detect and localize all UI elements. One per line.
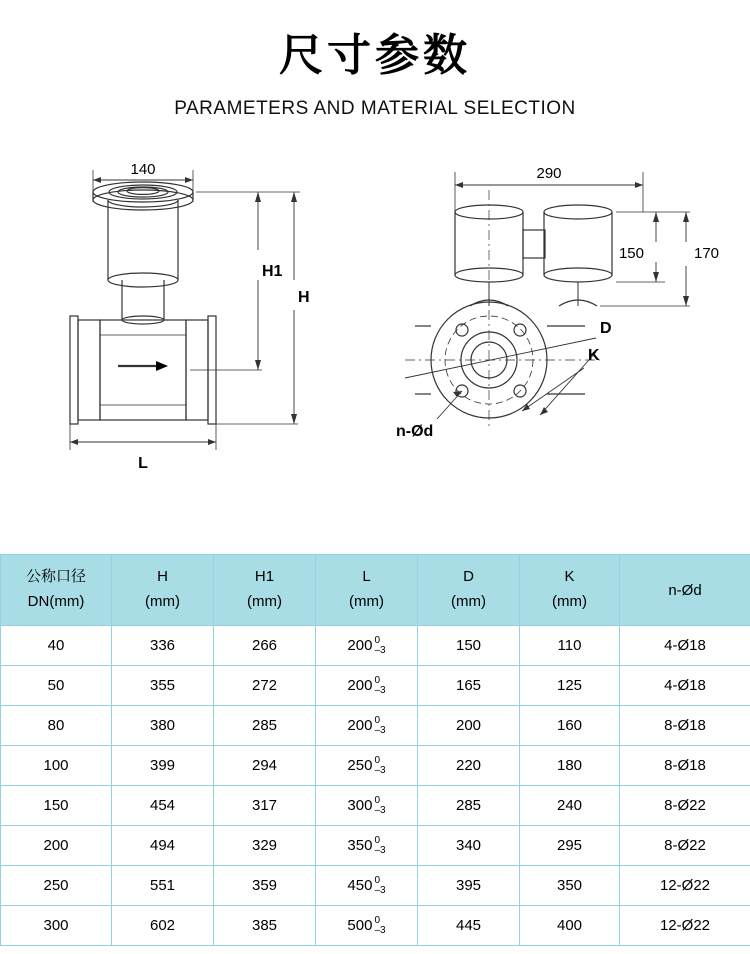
cell-h1: 359 [214, 866, 316, 906]
cell-d: 285 [418, 786, 520, 826]
table-header-dn [1, 555, 112, 626]
cell-dn: 80 [1, 706, 112, 746]
cell-h: 602 [112, 906, 214, 946]
cell-nod: 8-Ø18 [620, 706, 750, 746]
header-k-line1: K [520, 565, 619, 590]
table-header-l [316, 555, 418, 626]
page-title-cn: 尺寸参数 [0, 32, 750, 80]
cell-nod: 12-Ø22 [620, 866, 750, 906]
table-row [1, 906, 750, 946]
table-row [1, 746, 750, 786]
header-l-line2: (mm) [316, 590, 417, 615]
cell-dn: 250 [1, 866, 112, 906]
cell-nod: 4-Ø18 [620, 666, 750, 706]
dim-label-h: H [298, 289, 310, 306]
table-row [1, 706, 750, 746]
cell-h1: 266 [214, 626, 316, 666]
table-header-h1 [214, 555, 316, 626]
page-title-en: PARAMETERS AND MATERIAL SELECTION [0, 98, 750, 120]
cell-dn: 300 [1, 906, 112, 946]
cell-dn: 200 [1, 826, 112, 866]
right-view-group [405, 172, 690, 430]
header-h1-line2: (mm) [214, 590, 315, 615]
header-nod-line1: n-Ød [668, 582, 701, 599]
cell-d: 200 [418, 706, 520, 746]
dim-label-k: K [588, 347, 600, 364]
cell-h1: 272 [214, 666, 316, 706]
cell-h: 454 [112, 786, 214, 826]
table-row [1, 866, 750, 906]
header-k-line2: (mm) [520, 590, 619, 615]
cell-d: 445 [418, 906, 520, 946]
cell-h1: 294 [214, 746, 316, 786]
cell-nod: 8-Ø18 [620, 746, 750, 786]
cell-l-tolerance: 0 –3 [374, 756, 385, 776]
cell-l-value: 200 [347, 637, 372, 654]
dim-label-top-width-right: 290 [536, 165, 561, 182]
cell-k: 350 [520, 866, 620, 906]
cell-k: 110 [520, 626, 620, 666]
table-row [1, 826, 750, 866]
cell-l-tolerance: 0 –3 [374, 836, 385, 856]
cell-h: 336 [112, 626, 214, 666]
cell-l-tolerance: 0 –3 [374, 916, 385, 936]
cell-l-tolerance: 0 –3 [374, 876, 385, 896]
dim-label-h1: H1 [262, 263, 283, 280]
cell-l-tolerance: 0 –3 [374, 676, 385, 696]
cell-l-value: 250 [347, 757, 372, 774]
dim-label-l: L [138, 455, 148, 472]
dim-label-top-width-left: 140 [130, 161, 155, 178]
cell-d: 220 [418, 746, 520, 786]
dimension-parameters-page [0, 32, 750, 954]
cell-h1: 329 [214, 826, 316, 866]
cell-h: 494 [112, 826, 214, 866]
header-dn-line1: 公称口径 [1, 565, 111, 590]
cell-k: 160 [520, 706, 620, 746]
table-header-nod [620, 555, 750, 626]
cell-h1: 317 [214, 786, 316, 826]
table-header-k [520, 555, 620, 626]
flowmeter-dimension-drawing [0, 130, 750, 480]
cell-d: 165 [418, 666, 520, 706]
cell-d: 395 [418, 866, 520, 906]
cell-h: 355 [112, 666, 214, 706]
cell-nod: 4-Ø18 [620, 626, 750, 666]
cell-l [316, 786, 418, 826]
cell-l [316, 746, 418, 786]
cell-h: 380 [112, 706, 214, 746]
dim-label-d: D [600, 320, 612, 337]
cell-h1: 285 [214, 706, 316, 746]
cell-l [316, 906, 418, 946]
dimension-parameter-table [0, 554, 750, 946]
dim-label-170: 170 [694, 245, 719, 262]
cell-l-value: 500 [347, 917, 372, 934]
cell-nod: 8-Ø22 [620, 786, 750, 826]
header-d-line2: (mm) [418, 590, 519, 615]
dim-label-n-od: n-Ød [396, 423, 433, 440]
cell-d: 150 [418, 626, 520, 666]
cell-k: 295 [520, 826, 620, 866]
cell-dn: 150 [1, 786, 112, 826]
cell-l [316, 666, 418, 706]
cell-h: 399 [112, 746, 214, 786]
cell-l-value: 200 [347, 677, 372, 694]
cell-d: 340 [418, 826, 520, 866]
dim-label-150: 150 [619, 245, 644, 262]
table-row [1, 626, 750, 666]
cell-k: 400 [520, 906, 620, 946]
cell-dn: 100 [1, 746, 112, 786]
table-row [1, 786, 750, 826]
header-h-line2: (mm) [112, 590, 213, 615]
cell-h1: 385 [214, 906, 316, 946]
table-header-h [112, 555, 214, 626]
cell-l [316, 826, 418, 866]
cell-k: 240 [520, 786, 620, 826]
table-header-row [1, 555, 750, 626]
cell-h: 551 [112, 866, 214, 906]
cell-nod: 8-Ø22 [620, 826, 750, 866]
cell-l-value: 450 [347, 877, 372, 894]
cell-l-value: 350 [347, 837, 372, 854]
table-header-d [418, 555, 520, 626]
cell-dn: 40 [1, 626, 112, 666]
cell-l-tolerance: 0 –3 [374, 796, 385, 816]
header-h-line1: H [112, 565, 213, 590]
header-dn-line2: DN(mm) [1, 590, 111, 615]
cell-l [316, 866, 418, 906]
header-l-line1: L [316, 565, 417, 590]
cell-k: 125 [520, 666, 620, 706]
left-view-group [70, 170, 300, 450]
cell-k: 180 [520, 746, 620, 786]
cell-dn: 50 [1, 666, 112, 706]
technical-drawing-area [0, 130, 750, 480]
cell-l-value: 300 [347, 797, 372, 814]
table-row [1, 666, 750, 706]
header-d-line1: D [418, 565, 519, 590]
table-body [1, 626, 750, 946]
header-h1-line1: H1 [214, 565, 315, 590]
cell-l-tolerance: 0 –3 [374, 636, 385, 656]
cell-l-tolerance: 0 –3 [374, 716, 385, 736]
cell-l-value: 200 [347, 717, 372, 734]
cell-l [316, 626, 418, 666]
cell-l [316, 706, 418, 746]
cell-nod: 12-Ø22 [620, 906, 750, 946]
